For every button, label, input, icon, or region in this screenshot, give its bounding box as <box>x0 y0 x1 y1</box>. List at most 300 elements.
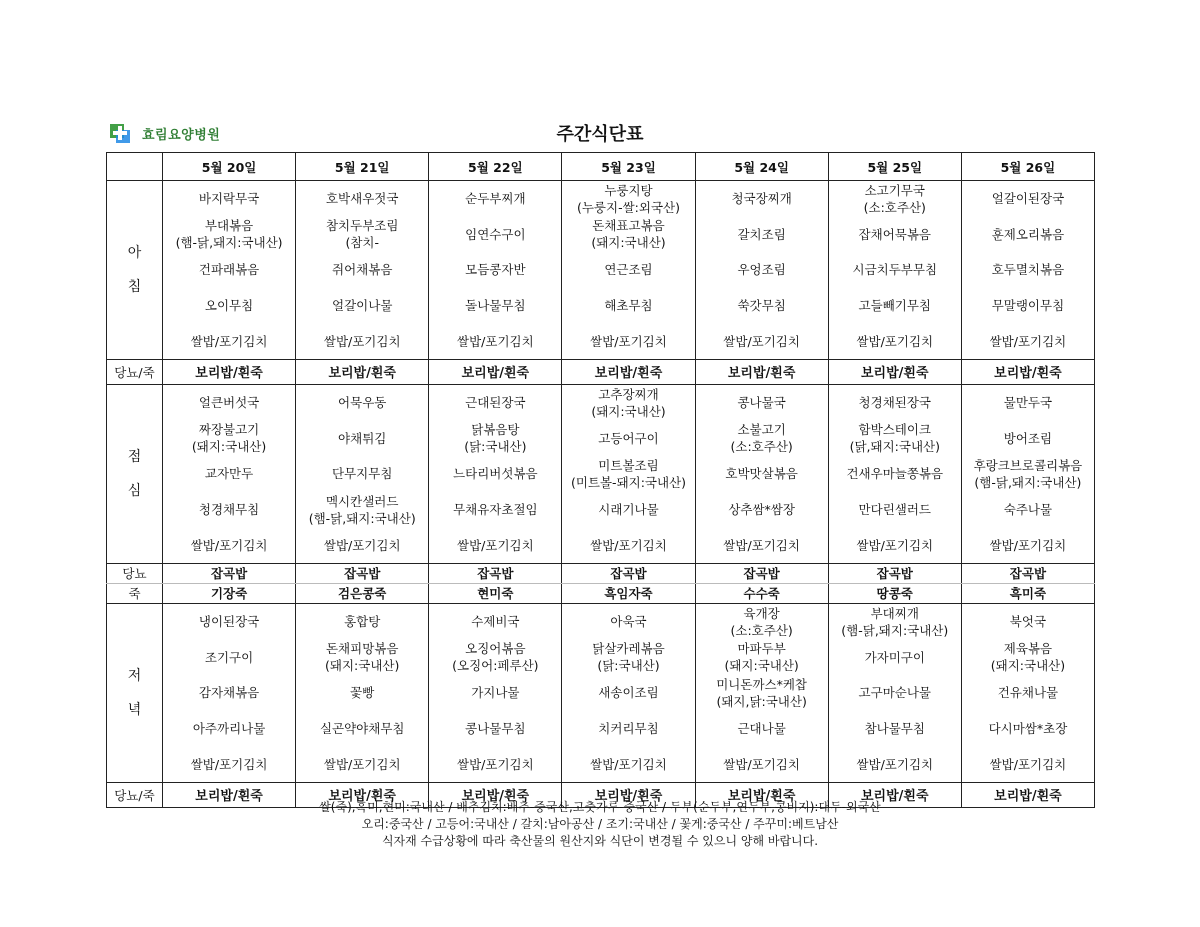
dish-name: 쌀밥/포기김치 <box>323 537 401 553</box>
breakfast-diet-cell: 보리밥/흰죽 <box>163 359 296 384</box>
page-title: 주간식단표 <box>556 124 644 145</box>
menu-item <box>562 604 694 640</box>
dish-name: 가자미구이 <box>864 649 925 665</box>
dinner-diet-cell: 보리밥/흰죽 <box>695 782 828 807</box>
menu-item <box>696 217 828 253</box>
menu-item <box>296 604 428 640</box>
dish-origin: (미트볼-돼지:국내산) <box>570 474 687 490</box>
dish-name: 바지락무국 <box>198 191 260 207</box>
menu-item <box>163 456 295 492</box>
dish-name: 방어조림 <box>1003 430 1053 446</box>
dish-name: 참치두부조림 <box>325 218 399 234</box>
menu-item <box>696 527 828 563</box>
menu-item <box>829 711 961 747</box>
menu-item <box>962 252 1094 288</box>
lunch-porridge-cell: 현미죽 <box>429 583 562 603</box>
dish-origin: (닭,돼지:국내산) <box>849 439 940 455</box>
breakfast-diet-cell: 보리밥/흰죽 <box>429 359 562 384</box>
dish-name: 시금치두부무침 <box>852 262 938 278</box>
dish-name: 쌀밥/포기김치 <box>723 333 800 349</box>
note-line: 식자재 수급상황에 따라 축산물의 원산지와 식단이 변경될 수 있으니 양해 바랍니다. <box>381 834 819 848</box>
dish-name: 미트볼조림 <box>598 457 659 473</box>
dish-name: 쌀밥/포기김치 <box>457 756 534 772</box>
dish-name: 어묵우동 <box>338 395 387 411</box>
menu-item <box>429 323 561 359</box>
dish-name: 숙주나물 <box>1003 502 1053 518</box>
menu-item <box>962 527 1094 563</box>
dish-name: 청경채무침 <box>198 502 260 518</box>
dish-name: 소고기무국 <box>864 182 925 198</box>
lunch-porridge-cell: 수수죽 <box>695 583 828 603</box>
menu-item <box>562 288 694 324</box>
dish-origin: (닭:국내산) <box>597 658 660 674</box>
menu-item <box>829 492 961 528</box>
origin-notes <box>0 799 1200 850</box>
menu-item <box>829 181 961 217</box>
menu-item <box>429 492 561 528</box>
lunch-diabetes-cell: 잡곡밥 <box>961 563 1094 583</box>
dinner-label <box>107 603 163 782</box>
menu-item <box>163 604 295 640</box>
menu-item <box>429 746 561 782</box>
menu-item <box>163 492 295 528</box>
menu-item <box>429 252 561 288</box>
menu-item <box>429 527 561 563</box>
meal-label-char: 아 <box>127 244 142 261</box>
dish-name: 짜장불고기 <box>198 422 260 438</box>
menu-item <box>296 640 428 676</box>
menu-item <box>829 527 961 563</box>
menu-item <box>696 181 828 217</box>
menu-item <box>696 421 828 457</box>
menu-item <box>829 746 961 782</box>
menu-item <box>163 675 295 711</box>
menu-item <box>962 421 1094 457</box>
dish-name: 청경채된장국 <box>858 395 931 411</box>
dish-name: 쌀밥/포기김치 <box>856 756 934 772</box>
dish-name: 쌀밥/포기김치 <box>190 333 268 349</box>
menu-item <box>296 675 428 711</box>
dish-name: 고추장찌개 <box>598 386 659 402</box>
dish-name: 모듬콩자반 <box>465 262 526 278</box>
menu-item <box>562 746 694 782</box>
date-header: 5월 22일 <box>429 153 562 181</box>
menu-item <box>296 181 428 217</box>
menu-item <box>296 217 428 253</box>
dinner-day-cell <box>429 603 562 782</box>
dinner-diet-cell: 보리밥/흰죽 <box>163 782 296 807</box>
dish-name: 오이무침 <box>204 298 254 314</box>
dish-origin: (돼지:국내산) <box>591 403 666 419</box>
dish-name: 무말랭이무침 <box>991 298 1065 314</box>
lunch-diabetes-cell: 잡곡밥 <box>296 563 429 583</box>
menu-item <box>562 711 694 747</box>
menu-item <box>163 640 295 676</box>
dish-name: 참나물무침 <box>864 721 925 737</box>
menu-item <box>562 640 694 676</box>
menu-item <box>429 288 561 324</box>
breakfast-day-cell <box>961 181 1094 360</box>
dish-name: 얼갈이나물 <box>332 298 393 314</box>
dish-name: 새송이조림 <box>598 685 659 701</box>
note-line: 오리:중국산 / 고등어:국내산 / 갈치:남아공산 / 조기:국내산 / 꽃게:중국산 / 주꾸미:베트남산 <box>361 817 839 831</box>
menu-item <box>429 675 561 711</box>
breakfast-day-cell <box>828 181 961 360</box>
dish-name: 함박스테이크 <box>858 422 931 438</box>
dish-name: 해초무침 <box>604 298 653 314</box>
dish-origin: (돼지:국내산) <box>990 658 1066 674</box>
lunch-porridge-cell: 기장죽 <box>163 583 296 603</box>
meal-label-char: 녁 <box>127 701 142 718</box>
menu-item <box>296 492 428 528</box>
breakfast-day-cell <box>163 181 296 360</box>
menu-item <box>296 252 428 288</box>
dish-name: 훈제오리볶음 <box>991 226 1065 242</box>
menu-item <box>296 456 428 492</box>
menu-item <box>562 385 694 421</box>
dish-name: 얼갈이된장국 <box>991 191 1065 207</box>
dish-name: 쌀밥/포기김치 <box>989 333 1067 349</box>
dish-origin: (소:호주산) <box>730 622 793 638</box>
weekly-menu-table <box>106 152 1095 808</box>
menu-item <box>829 385 961 421</box>
menu-item <box>962 288 1094 324</box>
menu-item <box>829 217 961 253</box>
menu-item <box>829 640 961 676</box>
menu-item <box>962 746 1094 782</box>
lunch-day-cell <box>961 384 1094 563</box>
dish-name: 수제비국 <box>471 614 520 630</box>
menu-item <box>962 456 1094 492</box>
dish-name: 임연수구이 <box>465 226 526 242</box>
menu-item <box>429 640 561 676</box>
menu-item <box>163 711 295 747</box>
menu-item <box>429 385 561 421</box>
menu-item <box>562 421 694 457</box>
dish-origin: (햄-닭,돼지:국내산) <box>974 474 1082 490</box>
dish-name: 쌀밥/포기김치 <box>590 537 667 553</box>
dish-origin: (돼지:국내산) <box>591 235 666 251</box>
breakfast-row <box>107 181 1095 360</box>
menu-item <box>296 746 428 782</box>
dish-name: 느타리버섯볶음 <box>453 466 538 482</box>
dish-origin: (돼지,닭:국내산) <box>716 693 807 709</box>
menu-item <box>163 527 295 563</box>
dish-name: 쌀밥/포기김치 <box>590 333 667 349</box>
dinner-diet-cell: 보리밥/흰죽 <box>296 782 429 807</box>
dish-name: 쌀밥/포기김치 <box>989 537 1067 553</box>
menu-item <box>829 252 961 288</box>
lunch-diabetes-cell: 잡곡밥 <box>828 563 961 583</box>
dish-name: 실곤약야채무침 <box>319 721 405 737</box>
menu-item <box>962 323 1094 359</box>
dish-name: 청국장찌개 <box>731 191 792 207</box>
menu-item <box>962 675 1094 711</box>
menu-item <box>962 711 1094 747</box>
dinner-day-cell <box>163 603 296 782</box>
dish-name: 제육볶음 <box>1003 641 1053 657</box>
dish-name: 닭살카레볶음 <box>592 641 665 657</box>
menu-item <box>696 640 828 676</box>
menu-item <box>696 675 828 711</box>
dish-name: 상추쌈*쌈장 <box>728 502 795 518</box>
lunch-day-cell <box>695 384 828 563</box>
dish-name: 돌나물무침 <box>465 298 526 314</box>
dish-origin: (햄-닭,돼지:국내산) <box>175 235 283 251</box>
lunch-porridge-row <box>107 583 1095 603</box>
menu-item <box>296 527 428 563</box>
dish-name: 갈치조림 <box>737 226 786 242</box>
lunch-day-cell <box>562 384 695 563</box>
dish-origin: (햄-닭,돼지:국내산) <box>841 622 949 638</box>
menu-item <box>429 421 561 457</box>
menu-item <box>429 456 561 492</box>
menu-item <box>829 323 961 359</box>
lunch-day-cell <box>296 384 429 563</box>
menu-item <box>962 385 1094 421</box>
dish-origin: (누룽지-쌀:외국산) <box>576 199 680 215</box>
menu-item <box>296 288 428 324</box>
lunch-label <box>107 384 163 563</box>
dish-name: 얼큰버섯국 <box>198 395 260 411</box>
dish-origin: (참치- <box>345 235 379 251</box>
menu-item <box>562 675 694 711</box>
meal-label-char: 점 <box>127 448 142 465</box>
dish-name: 치커리무침 <box>598 721 659 737</box>
menu-item <box>829 421 961 457</box>
menu-item <box>163 385 295 421</box>
dish-name: 감자채볶음 <box>198 685 260 701</box>
dish-name: 건파래볶음 <box>198 262 260 278</box>
dish-name: 쌀밥/포기김치 <box>323 333 401 349</box>
menu-item <box>962 604 1094 640</box>
menu-item <box>429 217 561 253</box>
menu-item <box>962 217 1094 253</box>
breakfast-day-cell <box>429 181 562 360</box>
lunch-diabetes-cell: 잡곡밥 <box>562 563 695 583</box>
dish-name: 고구마순나물 <box>858 685 931 701</box>
dish-name: 멕시칸샐러드 <box>325 493 399 509</box>
dish-name: 시래기나물 <box>598 502 659 518</box>
date-header: 5월 20일 <box>163 153 296 181</box>
dish-name: 고들빼기무침 <box>858 298 931 314</box>
menu-item <box>296 711 428 747</box>
dish-name: 연근조림 <box>604 262 653 278</box>
lunch-diabetes-cell: 잡곡밥 <box>429 563 562 583</box>
dish-name: 북엇국 <box>1009 614 1047 630</box>
meal-label-char: 저 <box>127 667 142 684</box>
menu-item <box>829 456 961 492</box>
dish-name: 물만두국 <box>1003 395 1053 411</box>
dish-name: 쌀밥/포기김치 <box>856 537 934 553</box>
dish-name: 오징어볶음 <box>465 641 526 657</box>
dish-name: 건유채나물 <box>997 685 1059 701</box>
dish-name: 콩나물무침 <box>465 721 526 737</box>
lunch-diabetes-cell: 잡곡밥 <box>695 563 828 583</box>
meal-label-char: 심 <box>127 482 142 499</box>
dish-name: 고등어구이 <box>598 430 659 446</box>
date-header: 5월 25일 <box>828 153 961 181</box>
menu-item <box>829 675 961 711</box>
dish-origin: (소:호주산) <box>863 199 926 215</box>
menu-item <box>562 252 694 288</box>
menu-item <box>829 604 961 640</box>
dish-name: 쌀밥/포기김치 <box>457 333 534 349</box>
dish-name: 호박맛살볶음 <box>725 466 798 482</box>
menu-item <box>562 456 694 492</box>
dish-name: 미니돈까스*케찹 <box>716 676 808 692</box>
breakfast-diet-cell: 보리밥/흰죽 <box>961 359 1094 384</box>
menu-item <box>962 181 1094 217</box>
menu-item <box>163 421 295 457</box>
dish-name: 잡채어묵볶음 <box>858 226 931 242</box>
menu-item <box>696 385 828 421</box>
date-header-row <box>107 153 1095 181</box>
meal-label-char: 침 <box>127 278 142 295</box>
dish-name: 아욱국 <box>610 614 647 630</box>
dish-name: 마파두부 <box>737 641 786 657</box>
menu-item <box>696 604 828 640</box>
dish-origin: (오징어:페루산) <box>452 658 539 674</box>
dish-name: 쑥갓무침 <box>737 298 786 314</box>
dinner-diet-label: 당뇨/죽 <box>107 782 163 807</box>
breakfast-day-cell <box>296 181 429 360</box>
menu-item <box>562 492 694 528</box>
lunch-diabetes-cell: 잡곡밥 <box>163 563 296 583</box>
dish-name: 돈채피망볶음 <box>325 641 399 657</box>
menu-item <box>163 323 295 359</box>
dish-name: 만다린샐러드 <box>858 502 931 518</box>
menu-item <box>962 640 1094 676</box>
dish-name: 건새우마늘쫑볶음 <box>846 466 944 482</box>
dish-name: 조기구이 <box>204 649 254 665</box>
dish-origin: (돼지:국내산) <box>325 658 400 674</box>
menu-item <box>829 288 961 324</box>
dish-origin: (돼지:국내산) <box>191 439 267 455</box>
lunch-diabetes-row <box>107 563 1095 583</box>
dish-name: 쌀밥/포기김치 <box>723 756 800 772</box>
dinner-day-cell <box>961 603 1094 782</box>
dish-name: 냉이된장국 <box>198 614 260 630</box>
breakfast-day-cell <box>695 181 828 360</box>
dish-name: 호박새우젓국 <box>325 191 399 207</box>
dish-name: 쌀밥/포기김치 <box>856 333 934 349</box>
dish-name: 육개장 <box>743 605 780 621</box>
dinner-day-cell <box>828 603 961 782</box>
lunch-day-cell <box>828 384 961 563</box>
dish-name: 쌀밥/포기김치 <box>190 756 268 772</box>
dinner-diet-cell: 보리밥/흰죽 <box>961 782 1094 807</box>
dinner-day-cell <box>562 603 695 782</box>
lunch-day-cell <box>429 384 562 563</box>
date-header: 5월 23일 <box>562 153 695 181</box>
breakfast-diet-cell: 보리밥/흰죽 <box>828 359 961 384</box>
hospital-name: 효림요양병원 <box>142 127 221 143</box>
dish-name: 근대나물 <box>737 721 786 737</box>
menu-item <box>163 288 295 324</box>
menu-item <box>429 711 561 747</box>
dinner-day-cell <box>695 603 828 782</box>
menu-item <box>562 181 694 217</box>
dish-name: 근대된장국 <box>465 395 526 411</box>
dish-name: 홍합탕 <box>344 614 381 630</box>
lunch-porridge-cell: 흑미죽 <box>961 583 1094 603</box>
menu-item <box>163 746 295 782</box>
lunch-row <box>107 384 1095 563</box>
date-header: 5월 24일 <box>695 153 828 181</box>
dish-name: 단무지무침 <box>332 466 393 482</box>
breakfast-diet-cell: 보리밥/흰죽 <box>296 359 429 384</box>
menu-item <box>296 385 428 421</box>
dish-name: 야채튀김 <box>338 430 387 446</box>
menu-item <box>429 604 561 640</box>
dinner-diet-cell: 보리밥/흰죽 <box>828 782 961 807</box>
breakfast-diet-cell: 보리밥/흰죽 <box>695 359 828 384</box>
dish-name: 부대볶음 <box>204 218 254 234</box>
dish-name: 아주까리나물 <box>192 721 266 737</box>
dinner-day-cell <box>296 603 429 782</box>
menu-item <box>296 323 428 359</box>
dish-name: 쥐어채볶음 <box>332 262 393 278</box>
menu-item <box>429 181 561 217</box>
menu-item <box>163 252 295 288</box>
dish-name: 누룽지탕 <box>604 182 653 198</box>
dish-name: 쌀밥/포기김치 <box>989 756 1067 772</box>
lunch-porridge-cell: 검은콩죽 <box>296 583 429 603</box>
dish-name: 쌀밥/포기김치 <box>723 537 800 553</box>
menu-item <box>562 323 694 359</box>
dinner-diet-cell: 보리밥/흰죽 <box>429 782 562 807</box>
menu-item <box>696 323 828 359</box>
lunch-porridge-cell: 흑임자죽 <box>562 583 695 603</box>
date-header: 5월 26일 <box>961 153 1094 181</box>
menu-item <box>696 711 828 747</box>
corner-cell <box>107 153 163 181</box>
dish-name: 무채유자초절임 <box>453 502 538 518</box>
lunch-porridge-label: 죽 <box>107 583 163 603</box>
menu-item <box>962 492 1094 528</box>
breakfast-day-cell <box>562 181 695 360</box>
dinner-diet-cell: 보리밥/흰죽 <box>562 782 695 807</box>
menu-item <box>696 252 828 288</box>
dish-name: 후랑크브로콜리볶음 <box>973 457 1083 473</box>
dish-name: 쌀밥/포기김치 <box>457 537 534 553</box>
lunch-porridge-cell: 땅콩죽 <box>828 583 961 603</box>
dish-name: 소불고기 <box>737 422 786 438</box>
dish-name: 교자만두 <box>204 466 254 482</box>
dish-name: 부대찌개 <box>870 605 919 621</box>
menu-item <box>296 421 428 457</box>
menu-item <box>163 217 295 253</box>
dish-origin: (닭:국내산) <box>464 439 527 455</box>
menu-item <box>696 288 828 324</box>
dish-origin: (돼지:국내산) <box>724 658 799 674</box>
menu-item <box>562 217 694 253</box>
dish-name: 쌀밥/포기김치 <box>323 756 401 772</box>
dish-name: 가지나물 <box>471 685 520 701</box>
dish-name: 쌀밥/포기김치 <box>190 537 268 553</box>
menu-item <box>696 456 828 492</box>
note-line: 쌀(죽),흑미,현미:국내산 / 배추김치:배추-중국산,고춧가루-중국산 / 두부(순두부,연두부,콩비지):대두-외국산 <box>319 800 881 814</box>
breakfast-diet-cell: 보리밥/흰죽 <box>562 359 695 384</box>
dish-name: 닭볶음탕 <box>471 422 520 438</box>
dish-name: 콩나물국 <box>737 395 786 411</box>
dish-name: 우엉조림 <box>737 262 786 278</box>
breakfast-label <box>107 181 163 360</box>
dish-name: 쌀밥/포기김치 <box>590 756 667 772</box>
dinner-row <box>107 603 1095 782</box>
dish-name: 꽃빵 <box>350 685 375 701</box>
